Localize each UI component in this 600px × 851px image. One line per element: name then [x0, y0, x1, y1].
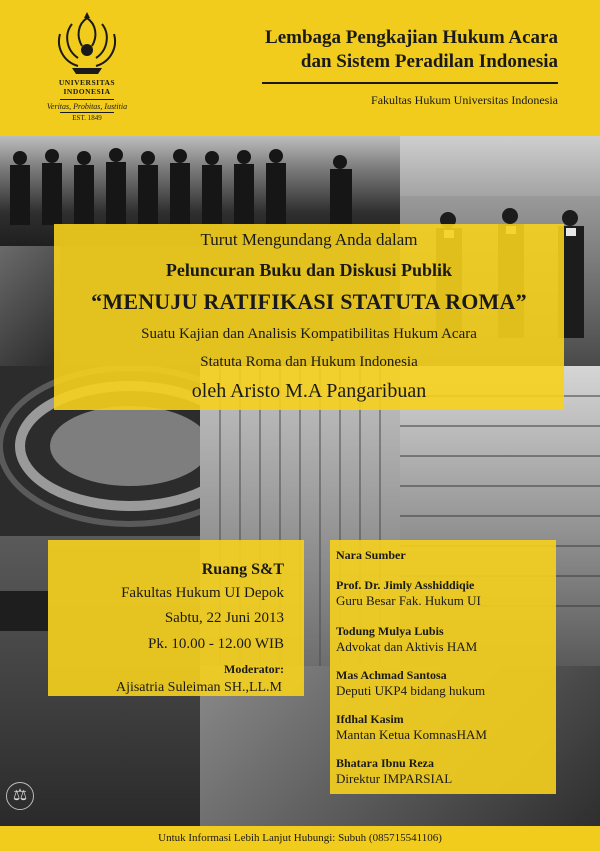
- venue-panel: [48, 540, 304, 696]
- speaker-item: [336, 578, 481, 608]
- event-title: Peluncuran Buku dan Diskusi Publik: [165, 260, 453, 280]
- assembly-of-states-sign: [0, 591, 48, 631]
- speaker-name: Prof. Dr. Jimly Asshiddiqie: [336, 578, 475, 592]
- speaker-item: [336, 668, 485, 698]
- logo-est: EST. 1849: [72, 114, 102, 122]
- logo-university-name: UNIVERSITAS INDONESIA: [58, 78, 116, 96]
- photo-rubble: [0, 246, 60, 366]
- faculty-name: Fakultas Hukum Universitas Indonesia: [371, 93, 558, 107]
- university-logo: [42, 10, 132, 126]
- organization-title: Lembaga Pengkajian Hukum Acara dan Sistem Peradilan Indonesia: [265, 27, 558, 72]
- venue-place: Fakultas Hukum UI Depok: [121, 585, 284, 601]
- logo-divider: [60, 112, 114, 113]
- speaker-item: [336, 624, 477, 654]
- makara-emblem-icon: [42, 10, 132, 76]
- logo-motto: Veritas, Probitas, Iustitia: [46, 102, 128, 111]
- speaker-role: Mantan Ketua KomnasHAM: [336, 727, 487, 742]
- event-time: Pk. 10.00 - 12.00 WIB: [148, 636, 284, 652]
- speakers-panel: [330, 540, 556, 794]
- header-divider: [262, 82, 558, 84]
- venue-room: Ruang S&T: [201, 561, 284, 578]
- header-band: [0, 0, 600, 136]
- event-date: Sabtu, 22 Juni 2013: [164, 610, 284, 626]
- author-line: oleh Aristo M.A Pangaribuan: [191, 380, 427, 402]
- speaker-role: Deputi UKP4 bidang hukum: [336, 683, 486, 698]
- speaker-name: Bhatara Ibnu Reza: [336, 756, 435, 770]
- book-title: “MENUJU RATIFIKASI STATUTA ROMA”: [91, 289, 527, 314]
- speaker-item: [336, 712, 487, 742]
- speaker-role: Advokat dan Aktivis HAM: [336, 639, 478, 654]
- invitation-text: Turut Mengundang Anda dalam: [200, 230, 418, 249]
- speaker-item: [336, 756, 452, 786]
- logo-divider: [60, 99, 114, 100]
- moderator-name: Ajisatria Suleiman SH.,LL.M: [115, 680, 282, 695]
- footer-contact: Untuk Informasi Lebih Lanjut Hubungi: Subuh (085715541106): [0, 826, 600, 851]
- speaker-name: Ifdhal Kasim: [336, 712, 404, 726]
- scales-of-justice-icon: ⚖: [6, 782, 34, 810]
- book-subtitle-line2: Statuta Roma dan Hukum Indonesia: [200, 354, 418, 370]
- moderator-label: Moderator:: [224, 662, 284, 676]
- event-panel: [54, 224, 564, 410]
- speaker-name: Mas Achmad Santosa: [336, 668, 447, 682]
- speaker-role: Guru Besar Fak. Hukum UI: [336, 593, 481, 608]
- speaker-name: Todung Mulya Lubis: [336, 624, 444, 638]
- speakers-heading: Nara Sumber: [336, 548, 406, 562]
- speaker-role: Direktur IMPARSIAL: [336, 771, 453, 786]
- book-subtitle-line1: Suatu Kajian dan Analisis Kompatibilitas Hukum Acara: [141, 326, 477, 342]
